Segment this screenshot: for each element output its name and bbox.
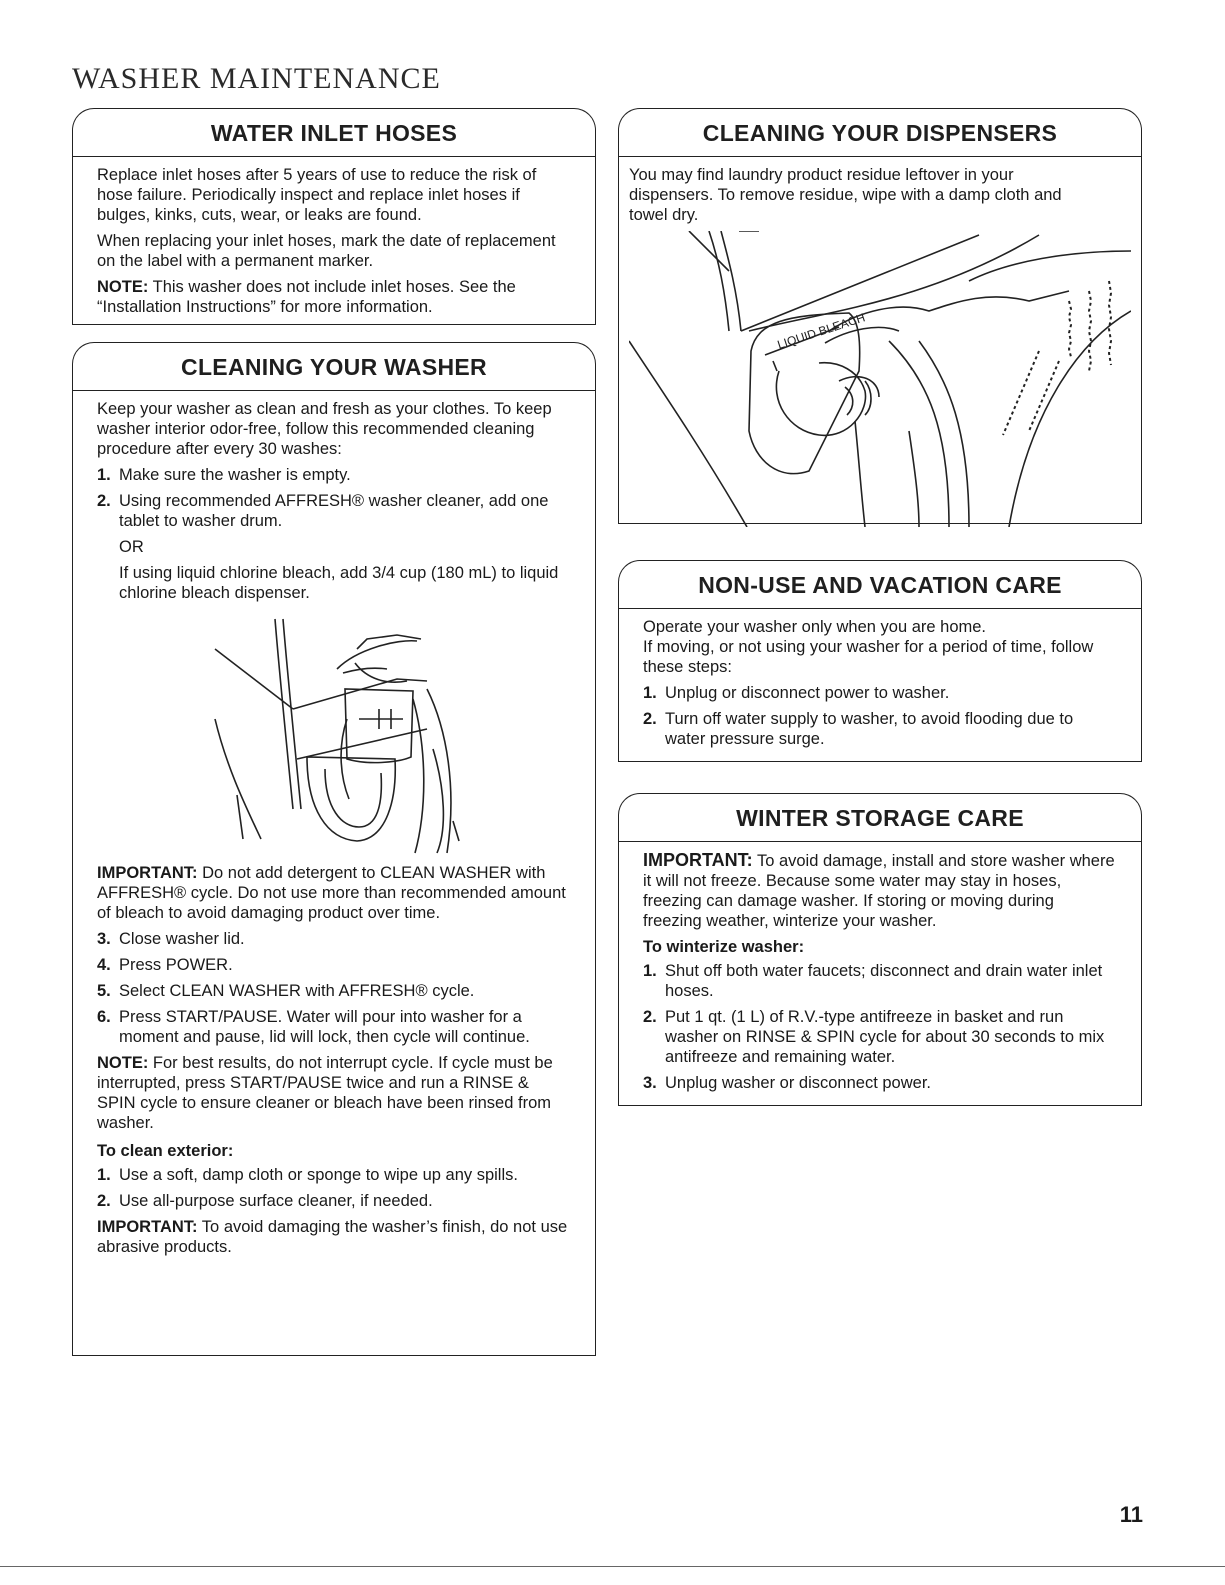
- exterior-step-1: [97, 1165, 571, 1185]
- cycle-note: [97, 1053, 571, 1133]
- step-number: 1.: [97, 466, 111, 484]
- step-4: [97, 955, 571, 975]
- inlet-hoses-title: WATER INLET HOSES: [210, 120, 458, 146]
- winter-title: WINTER STORAGE CARE: [736, 805, 1024, 831]
- vacation-title: NON-USE AND VACATION CARE: [698, 572, 1062, 598]
- important-text: Do not add detergent to CLEAN WASHER with AFFRESH® cycle. Do not use more than recommended amount of bleach to avoid damaging product over time.: [97, 864, 566, 922]
- step-number: 6.: [97, 1008, 111, 1026]
- inlet-hoses-note: [97, 277, 571, 317]
- step-5: [97, 981, 571, 1001]
- note-label: NOTE:: [97, 278, 149, 296]
- winter-body: [618, 841, 1142, 1106]
- step-text: Unplug or disconnect power to washer.: [665, 684, 950, 702]
- cleaning-washer-intro: Keep your washer as clean and fresh as your clothes. To keep washer interior odor-free, follow this recommended cleaning procedure after every 30 washes:: [97, 400, 552, 458]
- clean-exterior-heading: To clean exterior:: [97, 1142, 234, 1160]
- cleaning-washer-body: [72, 390, 596, 1356]
- step-number: 4.: [97, 956, 111, 974]
- liquid-bleach-label: LIQUID BLEACH: [775, 310, 867, 352]
- bottom-rule: [0, 1566, 1225, 1567]
- inlet-hoses-header: [72, 108, 596, 156]
- step-number: 5.: [97, 982, 111, 1000]
- important-label: IMPORTANT:: [643, 850, 753, 870]
- dispensers-title: CLEANING YOUR DISPENSERS: [702, 120, 1058, 146]
- step-text: Select CLEAN WASHER with AFFRESH® cycle.: [119, 982, 475, 1000]
- step-text: Using recommended AFFRESH® washer cleaner, add one tablet to washer drum.: [119, 492, 549, 530]
- important-note: [97, 863, 571, 923]
- step-number: 1.: [643, 962, 657, 980]
- or-text: OR: [119, 538, 144, 556]
- inlet-hoses-paragraph-2: When replacing your inlet hoses, mark the date of replacement on the label with a permanent marker.: [97, 232, 556, 270]
- step-number: 1.: [643, 684, 657, 702]
- vacation-step-2: [643, 709, 1117, 749]
- winter-panel: [618, 793, 1142, 1106]
- vacation-header: [618, 560, 1142, 608]
- bleach-text: If using liquid chlorine bleach, add 3/4 cup (180 mL) to liquid chlorine bleach dispenser.: [119, 564, 559, 602]
- winter-step-3: [643, 1073, 1117, 1093]
- inlet-hoses-paragraph-1: Replace inlet hoses after 5 years of use to reduce the risk of hose failure. Periodically inspect and replace inlet hoses if bulges, kinks, cuts, wear, or leaks are found.: [97, 166, 537, 224]
- step-number: 2.: [643, 710, 657, 728]
- step-text: Make sure the washer is empty.: [119, 466, 351, 484]
- note-label: NOTE:: [97, 1054, 149, 1072]
- cleaning-washer-header: [72, 342, 596, 390]
- step-text: Close washer lid.: [119, 930, 245, 948]
- step-number: 2.: [97, 492, 111, 510]
- step-number: 2.: [643, 1008, 657, 1026]
- step-2: [97, 491, 571, 531]
- step-1: [97, 465, 571, 485]
- dispenser-wipe-illustration: [629, 231, 1131, 527]
- step-text: Unplug washer or disconnect power.: [665, 1074, 931, 1092]
- note-text: This washer does not include inlet hoses. See the “Installation Instructions” for more information.: [97, 278, 516, 316]
- step-text: Press START/PAUSE. Water will pour into washer for a moment and pause, lid will lock, then cycle will continue.: [119, 1008, 530, 1046]
- vacation-paragraph-2: If moving, or not using your washer for a period of time, follow these steps:: [643, 638, 1094, 676]
- cleaning-washer-title: CLEANING YOUR WASHER: [181, 354, 487, 380]
- winter-step-2: [643, 1007, 1117, 1067]
- step-number: 1.: [97, 1166, 111, 1184]
- dispensers-panel: [618, 108, 1142, 524]
- vacation-step-1: [643, 683, 1117, 703]
- important-finish-note: [97, 1217, 571, 1257]
- important-text: To avoid damaging the washer’s finish, do not use abrasive products.: [97, 1218, 568, 1256]
- step-text: Put 1 qt. (1 L) of R.V.-type antifreeze in basket and run washer on RINSE & SPIN cycle for about 30 seconds to mix antifreeze and remaining water.: [665, 1008, 1105, 1066]
- step-text: Use a soft, damp cloth or sponge to wipe up any spills.: [119, 1166, 518, 1184]
- page-number: 11: [1119, 1502, 1143, 1527]
- dispensers-header: [618, 108, 1142, 156]
- step-3: [97, 929, 571, 949]
- note-text: For best results, do not interrupt cycle. If cycle must be interrupted, press START/PAUSE twice and run a RINSE & SPIN cycle to ensure cleaner or bleach have been rinsed from washer.: [97, 1054, 553, 1132]
- exterior-step-2: [97, 1191, 571, 1211]
- vacation-paragraph-1: Operate your washer only when you are home.: [643, 618, 987, 636]
- step-text: Shut off both water faucets; disconnect and drain water inlet hoses.: [665, 962, 1103, 1000]
- step-text: Turn off water supply to washer, to avoid flooding due to water pressure surge.: [665, 710, 1074, 748]
- winter-header: [618, 793, 1142, 841]
- dispensers-body: [618, 156, 1142, 524]
- cleaning-washer-panel: [72, 342, 596, 1356]
- important-text: To avoid damage, install and store washer where it will not freeze. Because some water may stay in hoses, freezing can damage washer. If storing or moving during freezing weather, winterize your washer.: [643, 852, 1115, 930]
- step-6: [97, 1007, 571, 1047]
- step-text: Use all-purpose surface cleaner, if needed.: [119, 1192, 433, 1210]
- important-label: IMPORTANT:: [97, 864, 198, 882]
- page-title: WASHER MAINTENANCE: [72, 62, 441, 95]
- step-number: 2.: [97, 1192, 111, 1210]
- dispensers-text: You may find laundry product residue leftover in your dispensers. To remove residue, wipe with a damp cloth and towel dry.: [629, 166, 1062, 224]
- step-number: 3.: [97, 930, 111, 948]
- vacation-body: [618, 608, 1142, 762]
- winterize-heading: To winterize washer:: [643, 938, 805, 956]
- important-label: IMPORTANT:: [97, 1218, 198, 1236]
- inlet-hoses-panel: [72, 108, 596, 325]
- vacation-panel: [618, 560, 1142, 762]
- winter-step-1: [643, 961, 1117, 1001]
- step-text: Press POWER.: [119, 956, 233, 974]
- bleach-pour-illustration: [97, 609, 571, 855]
- inlet-hoses-body: [72, 156, 596, 325]
- winter-important: [643, 850, 1117, 931]
- step-number: 3.: [643, 1074, 657, 1092]
